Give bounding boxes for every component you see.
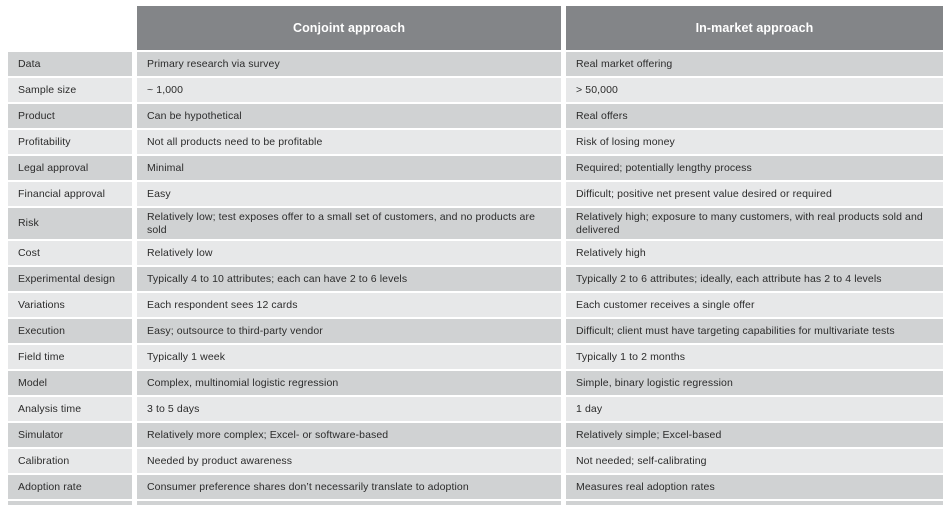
cell-conjoint: Not all products need to be profitable xyxy=(137,130,561,154)
cell-inmarket: Measures real adoption rates xyxy=(566,475,943,499)
cell-inmarket: Each customer receives a single offer xyxy=(566,293,943,317)
cell-inmarket: 1 day xyxy=(566,397,943,421)
cell-conjoint: Complex, multinomial logistic regression xyxy=(137,371,561,395)
cell-conjoint: Needed by product awareness xyxy=(137,449,561,473)
strip-label xyxy=(8,501,132,505)
cell-conjoint: Typically 1 week xyxy=(137,345,561,369)
cell-inmarket: > 50,000 xyxy=(566,78,943,102)
cell-inmarket: Not needed; self-calibrating xyxy=(566,449,943,473)
row-label: Adoption rate xyxy=(8,475,132,499)
cell-inmarket: Typically 2 to 6 attributes; ideally, each attribute has 2 to 4 levels xyxy=(566,267,943,291)
cell-inmarket: Relatively high xyxy=(566,241,943,265)
row-label: Legal approval xyxy=(8,156,132,180)
cell-conjoint: Typically 4 to 10 attributes; each can have 2 to 6 levels xyxy=(137,267,561,291)
cell-conjoint: ~ 1,000 xyxy=(137,78,561,102)
row-label: Product xyxy=(8,104,132,128)
cell-conjoint: Consumer preference shares don’t necessarily translate to adoption xyxy=(137,475,561,499)
cell-conjoint: Primary research via survey xyxy=(137,52,561,76)
row-label: Risk xyxy=(8,208,132,239)
cell-inmarket: Risk of losing money xyxy=(566,130,943,154)
row-label: Variations xyxy=(8,293,132,317)
row-label: Calibration xyxy=(8,449,132,473)
column-header-conjoint: Conjoint approach xyxy=(137,6,561,50)
row-label: Model xyxy=(8,371,132,395)
comparison-table xyxy=(8,6,943,520)
corner-blank xyxy=(8,6,132,50)
cell-inmarket: Typically 1 to 2 months xyxy=(566,345,943,369)
cell-conjoint: Minimal xyxy=(137,156,561,180)
row-label: Execution xyxy=(8,319,132,343)
row-label: Profitability xyxy=(8,130,132,154)
row-label: Field time xyxy=(8,345,132,369)
cell-inmarket: Real offers xyxy=(566,104,943,128)
cell-inmarket: Simple, binary logistic regression xyxy=(566,371,943,395)
row-label: Data xyxy=(8,52,132,76)
strip-inmarket xyxy=(566,501,943,505)
cell-conjoint: Each respondent sees 12 cards xyxy=(137,293,561,317)
strip-conjoint xyxy=(137,501,561,505)
cell-inmarket: Real market offering xyxy=(566,52,943,76)
cell-conjoint: Relatively more complex; Excel- or software-based xyxy=(137,423,561,447)
row-label: Financial approval xyxy=(8,182,132,206)
cell-inmarket: Relatively simple; Excel-based xyxy=(566,423,943,447)
row-label: Experimental design xyxy=(8,267,132,291)
cell-inmarket: Difficult; positive net present value desired or required xyxy=(566,182,943,206)
column-header-inmarket: In-market approach xyxy=(566,6,943,50)
cell-conjoint: Easy xyxy=(137,182,561,206)
cell-conjoint: Relatively low xyxy=(137,241,561,265)
cell-inmarket: Difficult; client must have targeting capabilities for multivariate tests xyxy=(566,319,943,343)
row-label: Cost xyxy=(8,241,132,265)
cell-inmarket: Relatively high; exposure to many customers, with real products sold and delivered xyxy=(566,208,943,239)
cell-conjoint: Can be hypothetical xyxy=(137,104,561,128)
cell-conjoint: 3 to 5 days xyxy=(137,397,561,421)
cell-inmarket: Required; potentially lengthy process xyxy=(566,156,943,180)
cell-conjoint: Relatively low; test exposes offer to a small set of customers, and no products are sold xyxy=(137,208,561,239)
row-label: Analysis time xyxy=(8,397,132,421)
row-label: Simulator xyxy=(8,423,132,447)
row-label: Sample size xyxy=(8,78,132,102)
cell-conjoint: Easy; outsource to third-party vendor xyxy=(137,319,561,343)
